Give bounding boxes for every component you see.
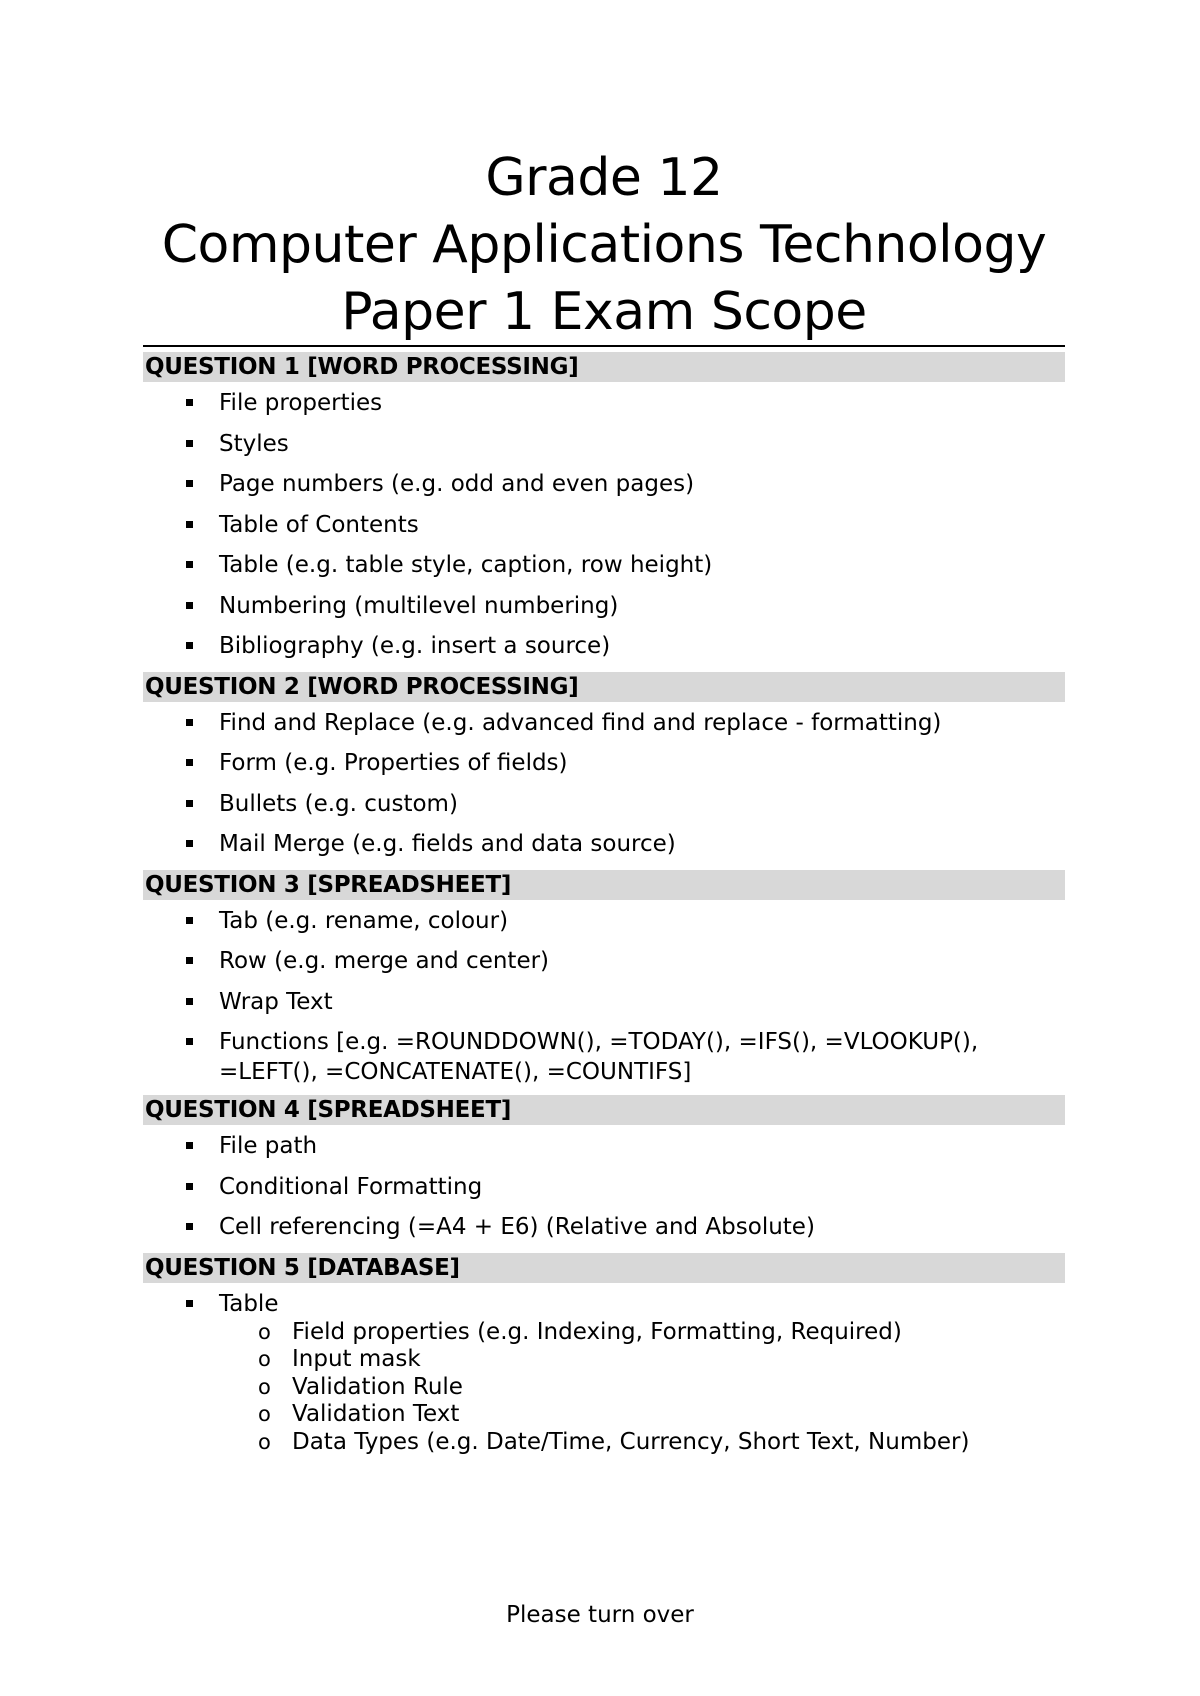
question-header: QUESTION 5 [DATABASE]	[143, 1253, 1065, 1283]
circle-bullet-icon: o	[258, 1347, 271, 1371]
page-footer: Please turn over	[506, 1602, 694, 1628]
square-bullet-icon	[186, 840, 193, 847]
sub-list-item	[143, 1319, 1065, 1347]
sub-list-item	[143, 1429, 1065, 1457]
title-paper: Paper 1 Exam Scope	[341, 282, 867, 342]
list-item-text: File properties	[219, 390, 383, 416]
list-item	[143, 906, 1065, 936]
list-item	[143, 987, 1065, 1017]
section-question-4	[143, 1095, 1065, 1242]
list-item	[143, 789, 1065, 819]
list-item	[143, 1212, 1065, 1242]
sub-list-item-text: Data Types (e.g. Date/Time, Currency, Short Text, Number)	[292, 1428, 970, 1455]
title-subject: Computer Applications Technology	[161, 215, 1047, 275]
list-item	[143, 1131, 1065, 1161]
list-item	[143, 631, 1065, 661]
list-item	[143, 1172, 1065, 1202]
list-item-text: Wrap Text	[219, 988, 333, 1015]
sub-list-item	[143, 1346, 1065, 1374]
sub-list-item-text: Validation Rule	[292, 1373, 463, 1400]
sub-list-item-text: Input mask	[292, 1346, 421, 1372]
section-question-3	[143, 870, 1065, 1088]
list-item-text: Page numbers (e.g. odd and even pages)	[219, 471, 695, 497]
square-bullet-icon	[186, 1223, 193, 1230]
square-bullet-icon	[186, 800, 193, 807]
square-bullet-icon	[186, 1142, 193, 1149]
square-bullet-icon	[186, 521, 193, 528]
square-bullet-icon	[186, 480, 193, 487]
topic-list	[143, 1289, 1065, 1319]
square-bullet-icon	[186, 759, 193, 766]
list-item	[143, 708, 1065, 738]
list-item	[143, 1027, 1065, 1087]
list-item	[143, 748, 1065, 778]
list-item	[143, 550, 1065, 580]
question-header: QUESTION 1 [WORD PROCESSING]	[143, 352, 1065, 382]
square-bullet-icon	[186, 561, 193, 568]
sub-list-item-text: Validation Text	[292, 1401, 460, 1427]
question-header: QUESTION 3 [SPREADSHEET]	[143, 870, 1065, 900]
list-item-text: Bibliography (e.g. insert a source)	[219, 633, 611, 659]
circle-bullet-icon: o	[258, 1319, 271, 1344]
document-title	[143, 145, 1065, 346]
square-bullet-icon	[186, 642, 193, 649]
topic-list	[143, 388, 1065, 661]
sub-list-item	[143, 1401, 1065, 1429]
circle-bullet-icon: o	[258, 1402, 271, 1426]
title-grade: Grade 12	[485, 148, 723, 208]
list-item-text: Conditional Formatting	[219, 1173, 483, 1200]
square-bullet-icon	[186, 1300, 193, 1307]
list-item-text: Tab (e.g. rename, colour)	[219, 907, 509, 934]
square-bullet-icon	[186, 399, 193, 406]
topic-list	[143, 708, 1065, 860]
section-question-1	[143, 352, 1065, 661]
square-bullet-icon	[186, 917, 193, 924]
list-item-text: Styles	[219, 430, 289, 457]
topic-list	[143, 1131, 1065, 1242]
square-bullet-icon	[186, 1183, 193, 1190]
sub-list-item	[143, 1374, 1065, 1402]
list-item-text: Table of Contents	[219, 511, 419, 538]
sub-list-item-text: Field properties (e.g. Indexing, Formatting, Required)	[292, 1318, 902, 1345]
list-item	[143, 510, 1065, 540]
sub-topic-list	[143, 1319, 1065, 1457]
circle-bullet-icon: o	[258, 1429, 271, 1454]
list-item-text: Functions [e.g. =ROUNDDOWN(), =TODAY(), =IFS(), =VLOOKUP(), =LEFT(), =CONCATENATE(), =COUNTIFS]	[219, 1029, 979, 1085]
list-item	[143, 429, 1065, 459]
list-item-text: Cell referencing (=A4 + E6) (Relative and Absolute)	[219, 1214, 815, 1240]
square-bullet-icon	[186, 957, 193, 964]
square-bullet-icon	[186, 1038, 193, 1045]
topic-list	[143, 906, 1065, 1088]
square-bullet-icon	[186, 719, 193, 726]
list-item-text: Row (e.g. merge and center)	[219, 948, 550, 974]
title-underline	[143, 345, 1065, 347]
list-item	[143, 1289, 1065, 1319]
section-question-5	[143, 1253, 1065, 1457]
list-item-text: Find and Replace (e.g. advanced find and replace - formatting)	[219, 709, 942, 736]
list-item	[143, 469, 1065, 499]
list-item-text: Numbering (multilevel numbering)	[219, 592, 619, 619]
section-question-2	[143, 672, 1065, 860]
list-item-text: Bullets (e.g. custom)	[219, 790, 458, 817]
scope-content	[143, 352, 1065, 1456]
list-item	[143, 829, 1065, 859]
question-header: QUESTION 2 [WORD PROCESSING]	[143, 672, 1065, 702]
list-item	[143, 946, 1065, 976]
list-item-text: Table	[219, 1290, 279, 1317]
circle-bullet-icon: o	[258, 1374, 271, 1399]
list-item-text: Mail Merge (e.g. fields and data source)	[219, 831, 676, 857]
list-item-text: Table (e.g. table style, caption, row height)	[219, 552, 713, 578]
square-bullet-icon	[186, 440, 193, 447]
list-item-text: File path	[219, 1133, 318, 1159]
list-item-text: Form (e.g. Properties of fields)	[219, 750, 568, 776]
question-header: QUESTION 4 [SPREADSHEET]	[143, 1095, 1065, 1125]
list-item	[143, 388, 1065, 418]
square-bullet-icon	[186, 602, 193, 609]
list-item	[143, 591, 1065, 621]
square-bullet-icon	[186, 998, 193, 1005]
